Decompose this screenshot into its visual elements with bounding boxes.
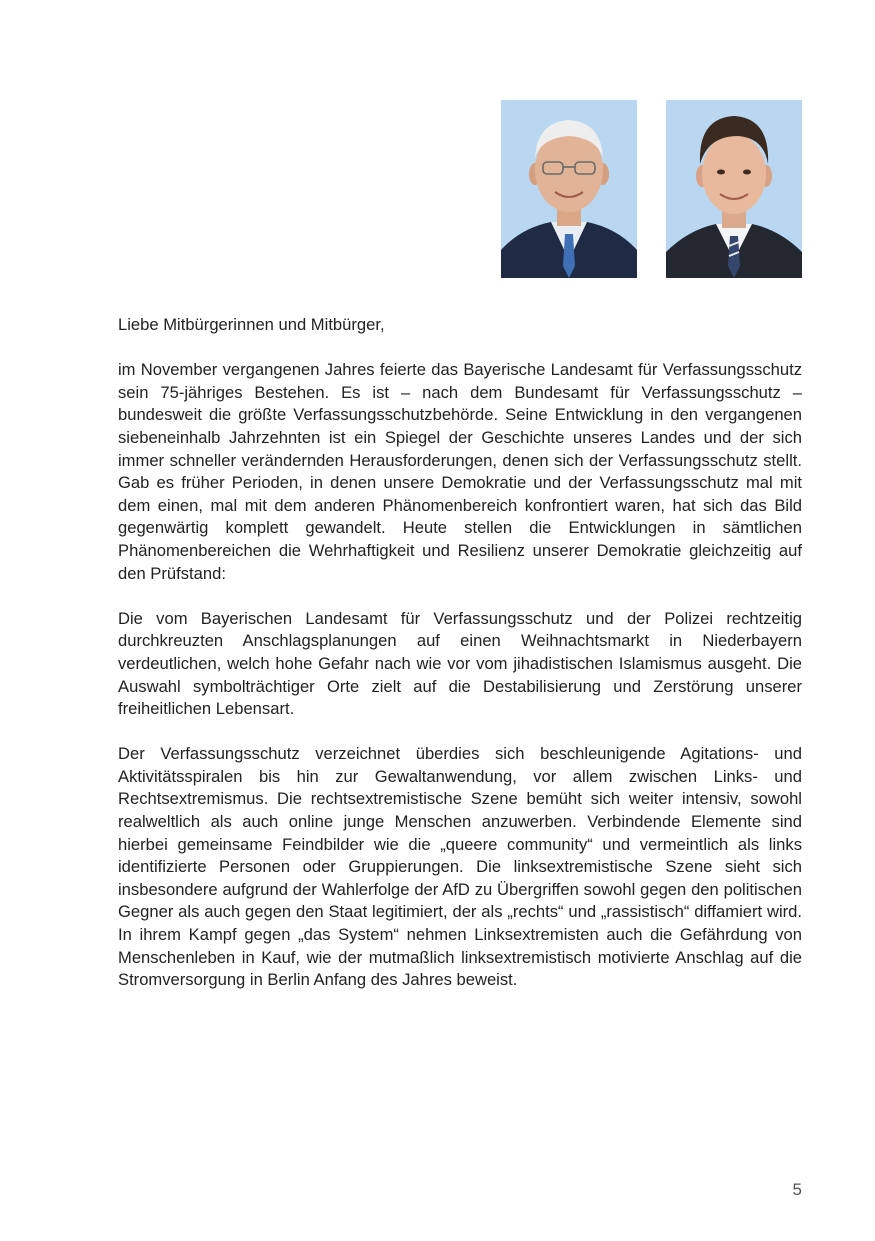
portrait-group: [501, 100, 802, 278]
person-portrait-icon: [666, 100, 802, 278]
letter-paragraph: im November vergangenen Jahres feierte das Bayerische Landesamt für Verfassungsschutz sein 75-jähriges Bestehen. Es ist – nach dem Bundesamt für Verfassungsschutz – bundesweit die größte Verfassungsschutzbehörde. Seine Entwicklung in den vergangenen siebeneinhalb Jahrzehnten ist ein Spiegel der Geschichte unseres Landes und der sich immer schneller verändernden Herausforderungen, denen sich der Verfassungsschutz stellt. Gab es früher Perioden, in denen unsere Demokratie und der Verfassungsschutz mal mit dem einen, mal mit dem anderen Phänomenbereich konfrontiert waren, hat sich das Bild gegenwärtig komplett gewandelt. Heute stellen die Entwicklungen in sämtlichen Phänomenbereichen die Wehrhaftigkeit und Resilienz unserer Demokratie gleichzeitig auf den Prüfstand:: [118, 360, 802, 583]
letter-salutation: Liebe Mitbürgerinnen und Mitbürger,: [118, 315, 385, 334]
letter-paragraph: Die vom Bayerischen Landesamt für Verfassungsschutz und der Polizei rechtzeitig durchkreuzten Anschlagsplanungen auf einen Weihnachtsmarkt in Niederbayern verdeutlichen, welch hohe Gefahr nach wie vor vom jihadistischen Islamismus ausgeht. Die Auswahl symbolträchtiger Orte zielt auf die Destabilisierung und Zerstörung unserer freiheitlichen Lebensart.: [118, 608, 802, 719]
portrait-photo-right: [666, 100, 802, 278]
letter-paragraph: Der Verfassungsschutz verzeichnet überdies sich beschleunigende Agitations- und Aktivitätsspiralen bis hin zur Gewaltanwendung, vor allem zwischen Links- und Rechtsextremismus. Die rechtsextremistische Szene bemüht sich weiter intensiv, sowohl realweltlich als auch online junge Menschen anzuwerben. Verbindende Elemente sind hierbei gemeinsame Feindbilder wie die „queere community“ und vermeintlich als links identifizierte Personen oder Gruppierungen. Die linksextremistische Szene sieht sich insbesondere aufgrund der Wahlerfolge der AfD zu Übergriffen sowohl gegen den politischen Gegner als auch gegen den Staat legitimiert, der als „rechts“ und „rassistisch“ diffamiert wird. In ihrem Kampf gegen „das System“ nehmen Linksextremisten auch die Gefährdung von Menschenleben in Kauf, wie der mutmaßlich linksextremistisch motivierte Anschlag auf die Stromversorgung in Berlin Anfang des Jahres beweist.: [118, 744, 802, 990]
page-number: 5: [792, 1180, 802, 1199]
person-portrait-icon: [501, 100, 637, 278]
letter-body: [118, 314, 802, 1014]
portrait-photo-left: [501, 100, 637, 278]
